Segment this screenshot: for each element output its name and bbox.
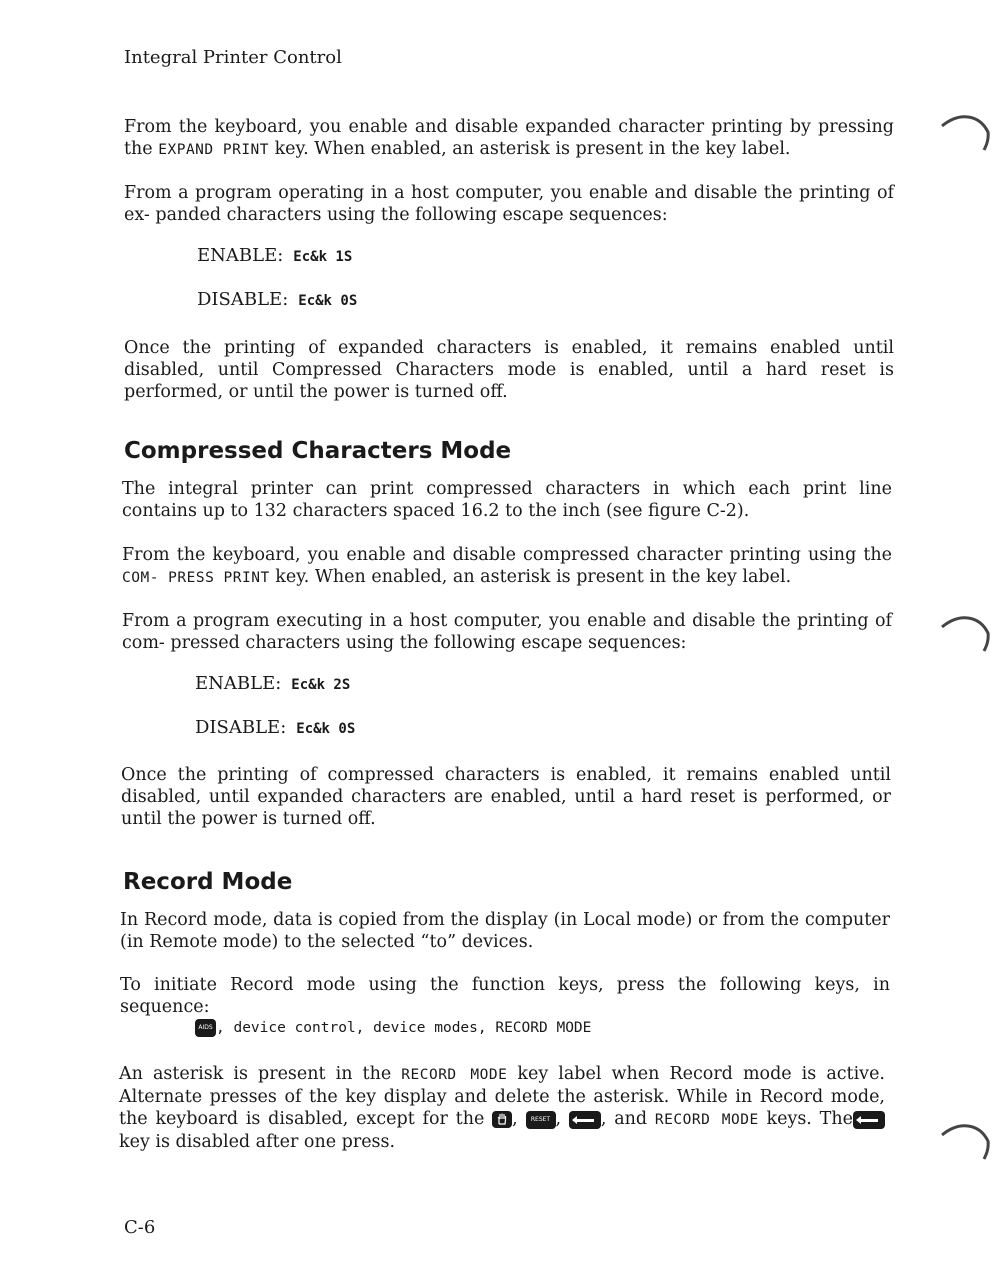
running-header: Integral Printer Control [124,47,342,68]
record-para-3-text-b: key label when Record mode is active. Alternate presses of the key display and delete the asterisk. While in Record mode, the keyboard is disabled, except for the [119,1064,885,1129]
record-key-sequence [195,1019,591,1037]
compressed-para-2-text: From the keyboard, you enable and disable compressed character printing using the [122,545,892,565]
enable-label: ENABLE: [195,673,282,694]
aids-key-icon: AIDS [195,1019,216,1037]
key-sequence-text: , device control, device modes, RECORD MODE [216,1020,592,1036]
record-para-3: An asterisk is present in the RECORD MODE key label when Record mode is active. Alternate presses of the key display and delete the asterisk. While in Record mode, the keyboard is disabled, except for the , RESET , , and RECORD MODE keys. The key is disabled after one press. [119,1064,885,1152]
expanded-para-1-tail: key. When enabled, an asterisk is present in the key label. [269,139,791,159]
expanded-disable-sequence [197,289,357,310]
record-para-3-text-c: , and [600,1109,648,1129]
compressed-enable-sequence [195,673,350,694]
return-key-icon [569,1111,601,1129]
record-mode-key-label: RECORD MODE [401,1067,508,1083]
compressed-disable-sequence [195,717,355,738]
record-para-2: To initiate Record mode using the function keys, press the following keys, in sequence: [120,975,890,1017]
record-para-3-text-a: An asterisk is present in the [119,1064,392,1084]
record-mode-key-label-2: RECORD MODE [654,1112,759,1128]
expanded-para-3: Once the printing of expanded characters is enabled, it remains enabled until disabled, until Compressed Characters mode is enabled, until a hard reset is performed, or until the power is turned off. [124,338,894,402]
expanded-para-1-text: From the keyboard, you enable and disable expanded character printing by pressing the [124,117,894,159]
record-heading: Record Mode [123,869,293,895]
record-para-1: In Record mode, data is copied from the display (in Local mode) or from the computer (in Remote mode) to the selected “to” devices. [120,910,890,952]
expanded-enable-sequence [197,245,352,266]
enable-label: ENABLE: [197,245,284,266]
compressed-heading: Compressed Characters Mode [124,438,512,464]
expanded-para-2: From a program operating in a host computer, you enable and disable the printing of ex- panded characters using the following escape sequences: [124,183,894,225]
expanded-para-1 [124,116,894,161]
record-para-3-text-e: key is disabled after one press. [119,1132,396,1152]
disable-code: Ec&k 0S [296,721,356,737]
compressed-para-2-tail: key. When enabled, an asterisk is present in the key label. [269,567,792,587]
compressed-para-4: Once the printing of compressed characters is enabled, it remains enabled until disabled, until expanded characters are enabled, until a hard reset is performed, or until the power is turned off. [121,765,891,829]
record-para-3-text-d: keys. The [766,1109,853,1129]
page-number: C-6 [124,1217,156,1238]
compressed-para-2 [122,544,892,589]
enable-code: Ec&k 1S [293,249,353,265]
enable-code: Ec&k 2S [291,677,351,693]
reset-key-icon: RESET [526,1111,556,1129]
compress-print-key-label: COM- PRESS PRINT [122,570,270,586]
disable-code: Ec&k 0S [298,293,358,309]
margin-mark-icon [934,1113,994,1173]
return-key-icon-2 [853,1111,885,1129]
margin-mark-icon [934,605,994,665]
disable-label: DISABLE: [197,289,289,310]
compressed-para-3: From a program executing in a host computer, you enable and disable the printing of com- pressed characters using the following escape sequences: [122,611,892,653]
stop-key-icon [492,1111,512,1128]
expand-print-key-label: EXPAND PRINT [158,142,270,158]
compressed-para-1: The integral printer can print compressed characters in which each print line contains up to 132 characters spaced 16.2 to the inch (see figure C-2). [122,479,892,521]
margin-mark-icon [934,104,994,164]
disable-label: DISABLE: [195,717,287,738]
